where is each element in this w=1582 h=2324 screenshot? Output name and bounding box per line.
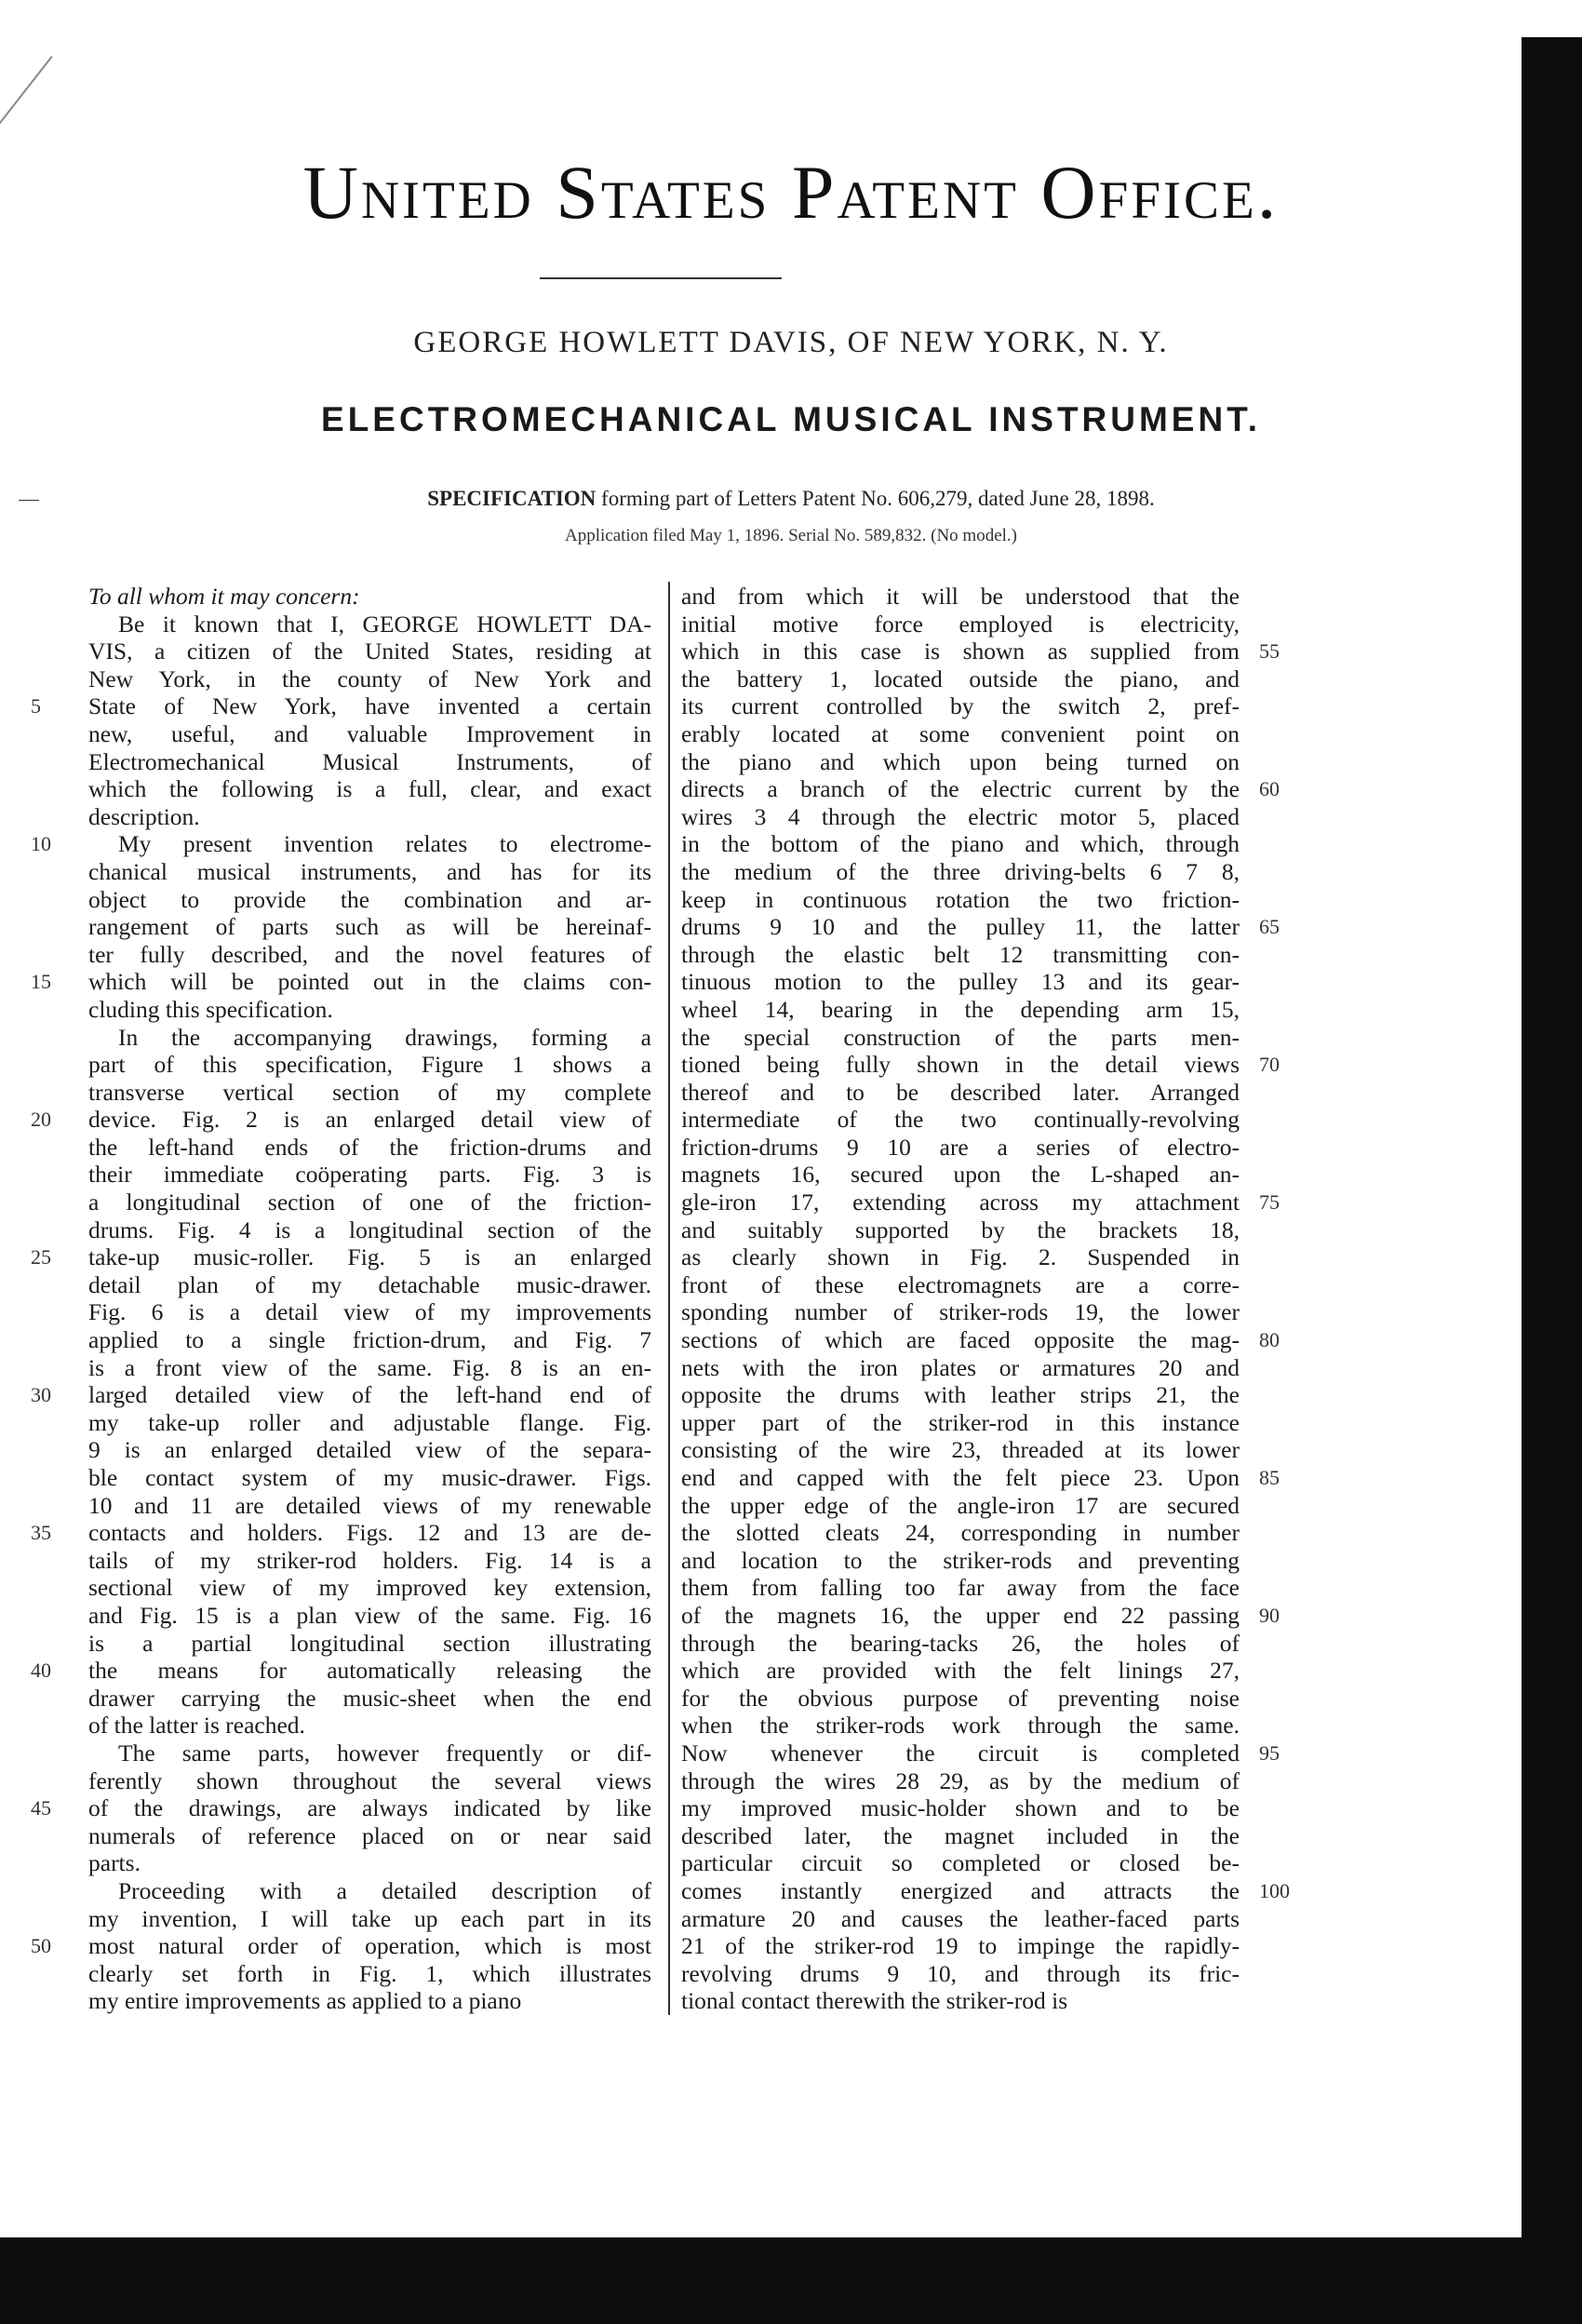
line-text: and location to the striker-rods and preventing xyxy=(681,1546,1240,1574)
text-line xyxy=(88,1436,651,1464)
line-text: New York, in the county of New York and xyxy=(88,665,651,692)
text-line xyxy=(681,665,1240,693)
text-line xyxy=(681,1822,1240,1850)
text-line xyxy=(88,1712,651,1740)
line-text: for the obvious purpose of preventing noise xyxy=(681,1684,1240,1712)
text-line xyxy=(681,1657,1240,1685)
margin-scratch xyxy=(0,56,53,145)
line-text: my take-up roller and adjustable flange. Fig. xyxy=(88,1408,651,1436)
line-text: drums 9 10 and the pulley 11, the latter xyxy=(681,913,1240,941)
text-line xyxy=(681,1794,1240,1822)
text-line xyxy=(681,1024,1240,1052)
text-line xyxy=(681,941,1240,969)
text-line xyxy=(88,1574,651,1602)
text-line xyxy=(88,941,651,969)
text-line xyxy=(88,968,651,996)
text-line xyxy=(88,1243,651,1271)
text-line xyxy=(88,1849,651,1877)
line-text: contacts and holders. Figs. 12 and 13 are de- xyxy=(88,1519,651,1547)
line-text: new, useful, and valuable Improvement in xyxy=(88,719,651,747)
line-text: parts. xyxy=(88,1849,141,1877)
text-line xyxy=(681,1519,1240,1547)
text-line xyxy=(88,1767,651,1795)
line-number: 60 xyxy=(1259,777,1280,801)
text-line xyxy=(88,1189,651,1216)
line-text: through the wires 28 29, as by the medium of xyxy=(681,1767,1240,1794)
line-text: drums. Fig. 4 is a longitudinal section of the xyxy=(88,1216,651,1243)
text-line xyxy=(88,1602,651,1630)
text-line xyxy=(88,1079,651,1107)
line-number: 85 xyxy=(1259,1466,1280,1490)
line-text: wheel 14, bearing in the depending arm 15, xyxy=(681,995,1240,1023)
text-line xyxy=(681,1960,1240,1988)
application-line: Application filed May 1, 1896. Serial No. 589,832. (No model.) xyxy=(564,526,1017,545)
line-number: 45 xyxy=(31,1796,51,1820)
text-line xyxy=(681,1161,1240,1189)
line-text: Now whenever the circuit is completed xyxy=(681,1739,1240,1767)
line-text: their immediate coöperating parts. Fig. 3 is xyxy=(88,1161,651,1189)
right-column xyxy=(681,583,1240,2015)
text-line xyxy=(681,748,1240,776)
text-line xyxy=(681,1354,1240,1382)
text-line xyxy=(681,1877,1240,1905)
line-text: through the bearing-tacks 26, the holes of xyxy=(681,1629,1240,1657)
text-line xyxy=(681,1106,1240,1134)
line-text: object to provide the combination and ar- xyxy=(88,885,651,913)
text-line xyxy=(88,1519,651,1547)
text-line xyxy=(681,886,1240,914)
line-text: applied to a single friction-drum, and Fig. 7 xyxy=(88,1326,651,1354)
text-line xyxy=(88,720,651,748)
line-text: the slotted cleats 24, corresponding in number xyxy=(681,1519,1240,1547)
text-line xyxy=(88,1161,651,1189)
text-line xyxy=(88,1492,651,1520)
text-line xyxy=(681,803,1240,831)
line-text: the special construction of the parts men- xyxy=(681,1023,1240,1051)
line-text: of the drawings, are always indicated by like xyxy=(88,1794,651,1822)
line-text: take-up music-roller. Fig. 5 is an enlarged xyxy=(88,1243,651,1271)
text-line xyxy=(681,1547,1240,1575)
text-line xyxy=(88,1657,651,1685)
office-title: United States Patent Office. xyxy=(302,150,1280,235)
text-line xyxy=(88,1877,651,1905)
text-line xyxy=(681,1712,1240,1740)
text-line xyxy=(88,611,651,638)
line-number: 90 xyxy=(1259,1604,1280,1628)
text-line xyxy=(88,1822,651,1850)
line-text: when the striker-rods work through the same. xyxy=(681,1712,1240,1740)
line-number: 25 xyxy=(31,1245,51,1269)
line-text: cluding this specification. xyxy=(88,995,333,1023)
line-text: and from which it will be understood that the xyxy=(681,583,1240,610)
text-line xyxy=(88,858,651,886)
line-text: ferently shown throughout the several views xyxy=(88,1767,651,1794)
title-rule xyxy=(540,277,782,279)
line-text: of the magnets 16, the upper end 22 passing xyxy=(681,1601,1240,1629)
text-line xyxy=(681,996,1240,1024)
specification-lead: SPECIFICATION xyxy=(427,487,597,510)
text-line xyxy=(88,1905,651,1933)
text-line xyxy=(88,913,651,941)
line-text: armature 20 and causes the leather-faced parts xyxy=(681,1904,1240,1932)
line-number: 65 xyxy=(1259,915,1280,939)
line-text: erably located at some convenient point on xyxy=(681,719,1240,747)
line-text: drawer carrying the music-sheet when the end xyxy=(88,1684,651,1712)
line-text: wires 3 4 through the electric motor 5, placed xyxy=(681,802,1240,830)
text-line xyxy=(88,1326,651,1354)
line-text: 21 of the striker-rod 19 to impinge the rapidly- xyxy=(681,1932,1240,1960)
text-line xyxy=(681,1574,1240,1602)
line-number: 5 xyxy=(31,694,41,719)
line-text: transverse vertical section of my complete xyxy=(88,1078,651,1106)
line-text: comes instantly energized and attracts the xyxy=(681,1876,1240,1904)
line-text: the piano and which upon being turned on xyxy=(681,747,1240,775)
line-text: as clearly shown in Fig. 2. Suspended in xyxy=(681,1243,1240,1271)
line-number: 50 xyxy=(31,1934,51,1958)
text-line xyxy=(88,638,651,665)
text-line xyxy=(681,1326,1240,1354)
text-line xyxy=(681,1216,1240,1244)
text-line xyxy=(681,1298,1240,1326)
line-text: is a partial longitudinal section illustrating xyxy=(88,1629,651,1657)
scan-edge-right xyxy=(1522,37,1582,2324)
text-line xyxy=(681,1381,1240,1409)
line-number: 75 xyxy=(1259,1190,1280,1215)
line-text: numerals of reference placed on or near said xyxy=(88,1821,651,1849)
text-line xyxy=(681,1409,1240,1437)
text-line xyxy=(681,775,1240,803)
line-number: 15 xyxy=(31,970,51,994)
text-line xyxy=(681,583,1240,611)
line-text: intermediate of the two continually-revolving xyxy=(681,1106,1240,1134)
text-line xyxy=(88,803,651,831)
line-text: initial motive force employed is electricity, xyxy=(681,610,1240,638)
text-line xyxy=(681,1464,1240,1492)
line-text: which the following is a full, clear, and exact xyxy=(88,775,651,803)
line-text: ter fully described, and the novel features of xyxy=(88,940,651,968)
specification-text: forming part of Letters Patent No. 606,279, dated June 28, 1898. xyxy=(601,487,1155,510)
text-line xyxy=(88,1740,651,1767)
text-line xyxy=(88,1794,651,1822)
line-number: 55 xyxy=(1259,639,1280,664)
invention-subject: ELECTROMECHANICAL MUSICAL INSTRUMENT. xyxy=(321,400,1261,438)
line-text: and Fig. 15 is a plan view of the same. Fig. 16 xyxy=(88,1601,651,1629)
text-line xyxy=(88,1932,651,1960)
line-text: particular circuit so completed or closed be- xyxy=(681,1849,1240,1877)
line-text: nets with the iron plates or armatures 20 and xyxy=(681,1353,1240,1381)
line-text: most natural order of operation, which is most xyxy=(88,1932,651,1960)
line-text: front of these electromagnets are a corre- xyxy=(681,1270,1240,1298)
text-line xyxy=(681,692,1240,720)
text-line xyxy=(88,1630,651,1658)
text-line xyxy=(88,1464,651,1492)
line-text: The same parts, however frequently or dif- xyxy=(118,1739,651,1767)
text-line xyxy=(88,1051,651,1079)
text-line xyxy=(88,1271,651,1299)
text-line xyxy=(88,1409,651,1437)
line-text: gle-iron 17, extending across my attachment xyxy=(681,1189,1240,1216)
text-line xyxy=(88,1381,651,1409)
line-number: 40 xyxy=(31,1659,51,1683)
text-line xyxy=(681,638,1240,665)
line-text: and suitably supported by the brackets 18, xyxy=(681,1216,1240,1243)
text-line xyxy=(88,1134,651,1162)
line-text: through the elastic belt 12 transmitting con- xyxy=(681,940,1240,968)
line-number: 80 xyxy=(1259,1328,1280,1352)
line-text: thereof and to be described later. Arranged xyxy=(681,1078,1240,1106)
line-text: device. Fig. 2 is an enlarged detail view of xyxy=(88,1106,651,1134)
line-text: tails of my striker-rod holders. Fig. 14 is a xyxy=(88,1546,651,1574)
line-text: In the accompanying drawings, forming a xyxy=(118,1023,651,1051)
line-text: the medium of the three driving-belts 6 7 8, xyxy=(681,857,1240,885)
line-text: detail plan of my detachable music-drawer. xyxy=(88,1270,651,1298)
line-text: VIS, a citizen of the United States, residing at xyxy=(88,638,651,665)
text-line xyxy=(88,996,651,1024)
text-line xyxy=(88,1106,651,1134)
line-text: 10 and 11 are detailed views of my renewable xyxy=(88,1491,651,1519)
left-column xyxy=(88,583,651,2015)
line-text: Fig. 6 is a detail view of my improvements xyxy=(88,1298,651,1326)
line-number: 70 xyxy=(1259,1053,1280,1077)
line-text: Electromechanical Musical Instruments, of xyxy=(88,747,651,775)
line-text: part of this specification, Figure 1 shows a xyxy=(88,1051,651,1079)
text-line xyxy=(681,1685,1240,1713)
line-text: end and capped with the felt piece 23. Upon xyxy=(681,1464,1240,1491)
line-text: revolving drums 9 10, and through its fric- xyxy=(681,1959,1240,1987)
line-text: State of New York, have invented a certain xyxy=(88,692,651,720)
line-number: 10 xyxy=(31,832,51,856)
text-line xyxy=(88,1685,651,1713)
line-text: described later, the magnet included in the xyxy=(681,1821,1240,1849)
text-line xyxy=(681,1134,1240,1162)
line-number: 100 xyxy=(1259,1879,1290,1903)
text-line xyxy=(681,1630,1240,1658)
line-text: the means for automatically releasing the xyxy=(88,1657,651,1685)
line-text: To all whom it may concern: xyxy=(88,583,360,610)
text-line xyxy=(681,1051,1240,1079)
line-text: them from falling too far away from the face xyxy=(681,1574,1240,1602)
line-text: of the latter is reached. xyxy=(88,1712,305,1740)
line-text: which in this case is shown as supplied from xyxy=(681,638,1240,665)
text-line xyxy=(88,1216,651,1244)
text-line xyxy=(88,1298,651,1326)
text-line xyxy=(681,1932,1240,1960)
line-text: the upper edge of the angle-iron 17 are secured xyxy=(681,1491,1240,1519)
line-text: larged detailed view of the left-hand end of xyxy=(88,1381,651,1409)
line-text: directs a branch of the electric current by the xyxy=(681,775,1240,803)
line-text: My present invention relates to electrome- xyxy=(118,830,651,858)
line-text: which are provided with the felt linings 27, xyxy=(681,1657,1240,1685)
line-text: description. xyxy=(88,802,200,830)
text-line xyxy=(681,1740,1240,1767)
text-line xyxy=(88,1354,651,1382)
line-text: consisting of the wire 23, threaded at its lower xyxy=(681,1436,1240,1464)
text-line xyxy=(681,830,1240,858)
text-line xyxy=(681,1602,1240,1630)
line-number: 95 xyxy=(1259,1741,1280,1766)
text-line xyxy=(88,775,651,803)
text-line xyxy=(681,1189,1240,1216)
line-text: upper part of the striker-rod in this instance xyxy=(681,1408,1240,1436)
text-line xyxy=(681,1243,1240,1271)
text-line xyxy=(681,1079,1240,1107)
line-text: my entire improvements as applied to a piano xyxy=(88,1987,522,2015)
line-number: 30 xyxy=(31,1383,51,1407)
text-line xyxy=(88,583,651,611)
line-text: sponding number of striker-rods 19, the lower xyxy=(681,1298,1240,1326)
line-text: keep in continuous rotation the two friction- xyxy=(681,885,1240,913)
scan-edge-bottom xyxy=(0,2237,1582,2324)
line-text: which will be pointed out in the claims con- xyxy=(88,968,651,996)
line-text: tinuous motion to the pulley 13 and its gear- xyxy=(681,968,1240,996)
line-text: its current controlled by the switch 2, pref- xyxy=(681,692,1240,720)
line-text: my improved music-holder shown and to be xyxy=(681,1794,1240,1822)
line-text: sections of which are faced opposite the mag- xyxy=(681,1326,1240,1354)
column-divider xyxy=(668,582,670,2015)
line-text: is a front view of the same. Fig. 8 is an en- xyxy=(88,1353,651,1381)
line-text: opposite the drums with leather strips 21, the xyxy=(681,1381,1240,1409)
line-text: the battery 1, located outside the piano, and xyxy=(681,665,1240,692)
text-line xyxy=(88,692,651,720)
text-line xyxy=(681,1767,1240,1795)
text-line xyxy=(88,1987,651,2015)
text-line xyxy=(681,1849,1240,1877)
text-line xyxy=(88,830,651,858)
line-text: a longitudinal section of one of the friction- xyxy=(88,1189,651,1216)
line-text: tional contact therewith the striker-rod is xyxy=(681,1987,1068,2015)
text-line xyxy=(88,886,651,914)
text-line xyxy=(681,1905,1240,1933)
line-number: 35 xyxy=(31,1521,51,1545)
text-line xyxy=(88,1960,651,1988)
text-line xyxy=(681,1271,1240,1299)
line-text: sectional view of my improved key extension, xyxy=(88,1574,651,1602)
text-line xyxy=(88,665,651,693)
line-text: clearly set forth in Fig. 1, which illustrates xyxy=(88,1959,651,1987)
text-line xyxy=(681,1492,1240,1520)
line-text: my invention, I will take up each part in its xyxy=(88,1904,651,1932)
line-text: ble contact system of my music-drawer. Figs. xyxy=(88,1464,651,1491)
line-text: 9 is an enlarged detailed view of the separa- xyxy=(88,1436,651,1464)
specification-line xyxy=(0,487,1582,511)
text-line xyxy=(681,968,1240,996)
line-text: tioned being fully shown in the detail views xyxy=(681,1051,1240,1079)
inventor-line: GEORGE HOWLETT DAVIS, OF NEW YORK, N. Y. xyxy=(413,326,1169,359)
text-line xyxy=(88,1547,651,1575)
text-line xyxy=(681,913,1240,941)
line-number: 20 xyxy=(31,1108,51,1132)
line-text: in the bottom of the piano and which, through xyxy=(681,830,1240,858)
line-text: Be it known that I, GEORGE HOWLETT DA- xyxy=(118,610,651,638)
text-line xyxy=(681,1436,1240,1464)
text-line xyxy=(681,611,1240,638)
line-text: chanical musical instruments, and has for its xyxy=(88,857,651,885)
line-text: friction-drums 9 10 are a series of electro- xyxy=(681,1133,1240,1161)
text-line xyxy=(681,720,1240,748)
text-line xyxy=(88,748,651,776)
text-line xyxy=(681,858,1240,886)
line-text: the left-hand ends of the friction-drums and xyxy=(88,1133,651,1161)
text-line xyxy=(88,1024,651,1052)
line-text: magnets 16, secured upon the L-shaped an- xyxy=(681,1161,1240,1189)
line-text: rangement of parts such as will be hereinaf- xyxy=(88,913,651,941)
line-text: Proceeding with a detailed description of xyxy=(118,1876,651,1904)
text-line xyxy=(681,1987,1240,2015)
